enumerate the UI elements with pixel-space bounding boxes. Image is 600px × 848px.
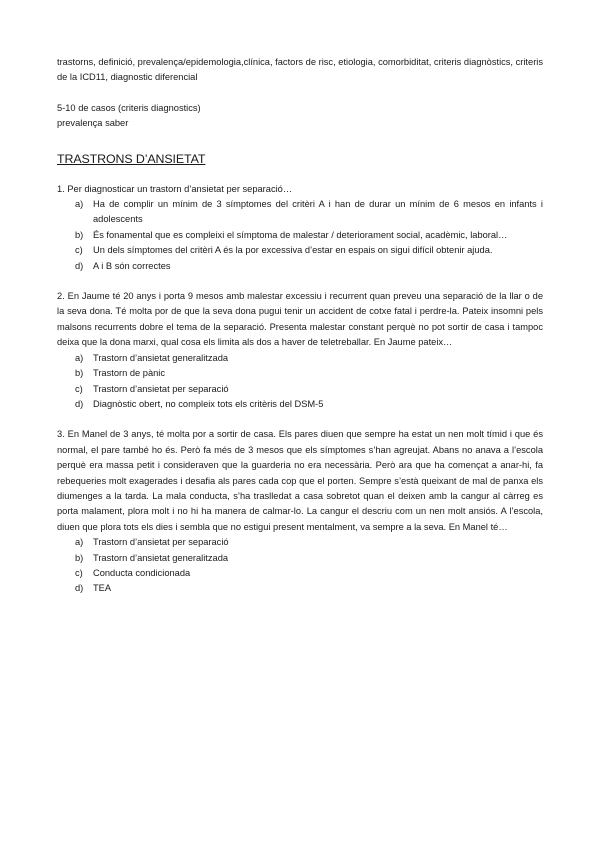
options-list [57,535,543,597]
option-b [57,228,543,243]
prevalence-line: prevalença saber [57,118,129,129]
keywords-paragraph: trastorns, definició, prevalença/epidemologia,clínica, factors de risc, etiologia, comorbiditat, criteris diagnòstics, criteris de la ICD11, diagnostic diferencial [57,57,543,83]
option-marker: d) [75,398,84,409]
option-text: Conducta condicionada [93,567,191,578]
option-c [57,566,543,581]
option-a [57,351,543,366]
question-2 [57,289,543,412]
option-text: Trastorn d’ansietat generalitzada [93,552,229,563]
option-b [57,551,543,566]
question-text: 3. En Manel de 3 anys, té molta por a sortir de casa. Els pares diuen que sempre ha estat un nen molt tímid i que és normal, el pare també ho és. Però fa més de 3 mesos que els símptomes s’han agreujat. Abans no anava a l’escola perquè era massa petit i consideraven que la guarderia no era necessària. Però ara que ha començat a anar-hi, fa rebequeries molt exagerades i desafia als pares cada cop que el porten. Sempre s’està queixant de mal de panxa els diumenges a la tarda. La mala conducta, s’ha traslledat a casa sobretot quan el deixen amb la cangur al càrreg es porta malament, plora molt i no hi ha manera de calmar-lo. La cangur el descriu com un nen molt ansiós. A l’escola, diuen que plora tots els dies i sembla que no estigui present mentalment, va sempre a la seva. En Manel té… [57,429,543,532]
option-marker: b) [75,229,84,240]
question-text: 1. Per diagnosticar un trastorn d’ansietat per separació… [57,183,293,194]
option-marker: d) [75,260,84,271]
option-a [57,197,543,228]
option-text: Ha de complir un mínim de 3 símptomes del critèri A i han de durar un mínim de 6 mesos en infants i adolescents [93,199,543,225]
option-a [57,535,543,550]
option-marker: a) [75,352,84,363]
option-b [57,366,543,381]
option-text: Un dels símptomes del critèri A és la por excessiva d’estar en espais on sigui difícil obtenir ajuda. [93,245,493,256]
option-marker: b) [75,368,84,379]
option-text: TEA [93,583,112,594]
document-page [57,55,543,612]
option-text: Diagnòstic obert, no compleix tots els critèris del DSM-5 [93,398,324,409]
option-marker: c) [75,383,83,394]
option-d [57,397,543,412]
option-marker: c) [75,567,83,578]
option-c [57,382,543,397]
option-d [57,259,543,274]
option-marker: b) [75,552,84,563]
option-marker: d) [75,583,84,594]
option-marker: c) [75,245,83,256]
question-3 [57,427,543,596]
options-list [57,197,543,274]
option-marker: a) [75,199,84,210]
options-list [57,351,543,413]
cases-line: 5-10 de casos (criteris diagnostics) [57,102,201,113]
section-heading: TRASTRONS D’ANSIETAT [57,151,206,166]
option-text: Trastorn d’ansietat per separació [93,537,229,548]
option-c [57,243,543,258]
question-text: 2. En Jaume té 20 anys i porta 9 mesos amb malestar excessiu i recurrent quan preveu una separació de la llar o de la seva dona. Té molta por de que la seva dona pugui tenir un accident de cotxe fatal i perdre-la. Pateix insomni pels malsons recurrents dobre el tema de la separació. Presenta malestar constant perquè no pot sortir de casa i tampoc deixa que la dona marxi, qual cosa els limita als dos a haver de teletreballar. En Jaume pateix… [57,291,543,348]
option-text: És fonamental que es compleixi el símptoma de malestar / deteriorament social, acadèmic, laboral… [93,229,508,240]
option-text: Trastorn d’ansietat generalitzada [93,352,229,363]
option-d [57,581,543,596]
option-text: Trastorn de pànic [93,368,166,379]
option-marker: a) [75,537,84,548]
option-text: A i B són correctes [93,260,171,271]
option-text: Trastorn d’ansietat per separació [93,383,229,394]
question-1 [57,182,543,274]
